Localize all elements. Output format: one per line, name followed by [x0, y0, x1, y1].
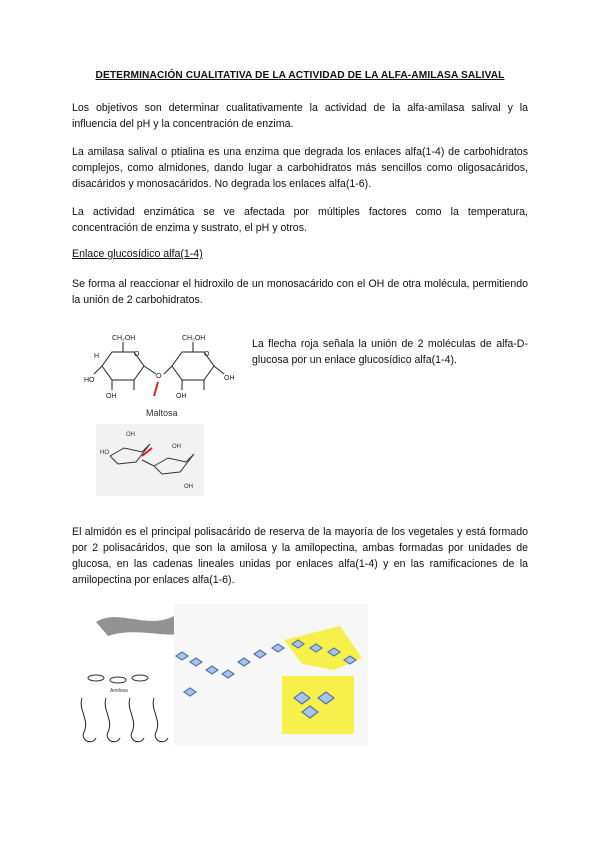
- svg-text:OH: OH: [126, 432, 135, 438]
- ring-o-right: O: [204, 351, 210, 358]
- bridge-o: O: [156, 373, 162, 380]
- oh-label-left: OH: [106, 393, 117, 400]
- svg-text:OH: OH: [172, 444, 181, 450]
- maltose-caption: Maltosa: [146, 408, 178, 418]
- maltose-figure: [84, 330, 244, 420]
- paragraph-starch: El almidón es el principal polisacárido de reserva de la mayoría de los vegetales y está formado por 2 polisacáridos, que son la amilosa y la amilopectina, ambas formadas por unidades de glucosa, en las cadenas lineales unidas por enlaces alfa(1-4) y en las ramificaciones de la amilopectina por enlaces alfa(1-6).: [72, 526, 528, 586]
- paragraph-arrow-note: La flecha roja señala la unión de 2 moléculas de alfa-D-glucosa por un enlace glucosídico alfa(1-4).: [252, 338, 528, 366]
- svg-text:OH: OH: [184, 484, 193, 490]
- chair-conformation-figure: [96, 424, 204, 496]
- ch2oh-label-left: CH₂OH: [112, 335, 136, 342]
- paragraph-objectives: Los objetivos son determinar cualitativamente la actividad de la alfa-amilasa salival y la influencia del pH y la concentración de enzima.: [72, 102, 528, 130]
- h-label: H: [94, 353, 100, 360]
- oh-label-right: OH: [224, 375, 235, 382]
- svg-text:HO: HO: [100, 450, 109, 456]
- red-bond-arrow: [154, 382, 158, 396]
- ring-o-left: O: [134, 351, 140, 358]
- starch-figure: [78, 600, 368, 746]
- section-subtitle: Enlace glucosídico alfa(1-4): [72, 248, 203, 260]
- paragraph-bond: Se forma al reaccionar el hidroxilo de un monosacárido con el OH de otra molécula, permitiendo la unión de 2 carbohidratos.: [72, 278, 528, 306]
- oh-label-bottom: OH: [176, 393, 187, 400]
- paragraph-amylase: La amilasa salival o ptialina es una enzima que degrada los enlaces alfa(1-4) de carbohidratos complejos, como almidones, dando lugar a carbohidratos más sencillos como oligosacáridos, disacáridos y monosacáridos. No degrada los enlaces alfa(1-6).: [72, 146, 528, 190]
- amylose-label: Amilosa: [110, 688, 128, 694]
- ho-label: HO: [84, 377, 95, 384]
- ch2oh-label-right: CH₂OH: [182, 335, 206, 342]
- paragraph-factors: La actividad enzimática se ve afectada por múltiples factores como la temperatura, concentración de enzima y sustrato, el pH y otros.: [72, 206, 528, 234]
- document-title: DETERMINACIÓN CUALITATIVA DE LA ACTIVIDAD DE LA ALFA-AMILASA SALIVAL: [95, 70, 505, 81]
- highlight-box: [282, 676, 354, 734]
